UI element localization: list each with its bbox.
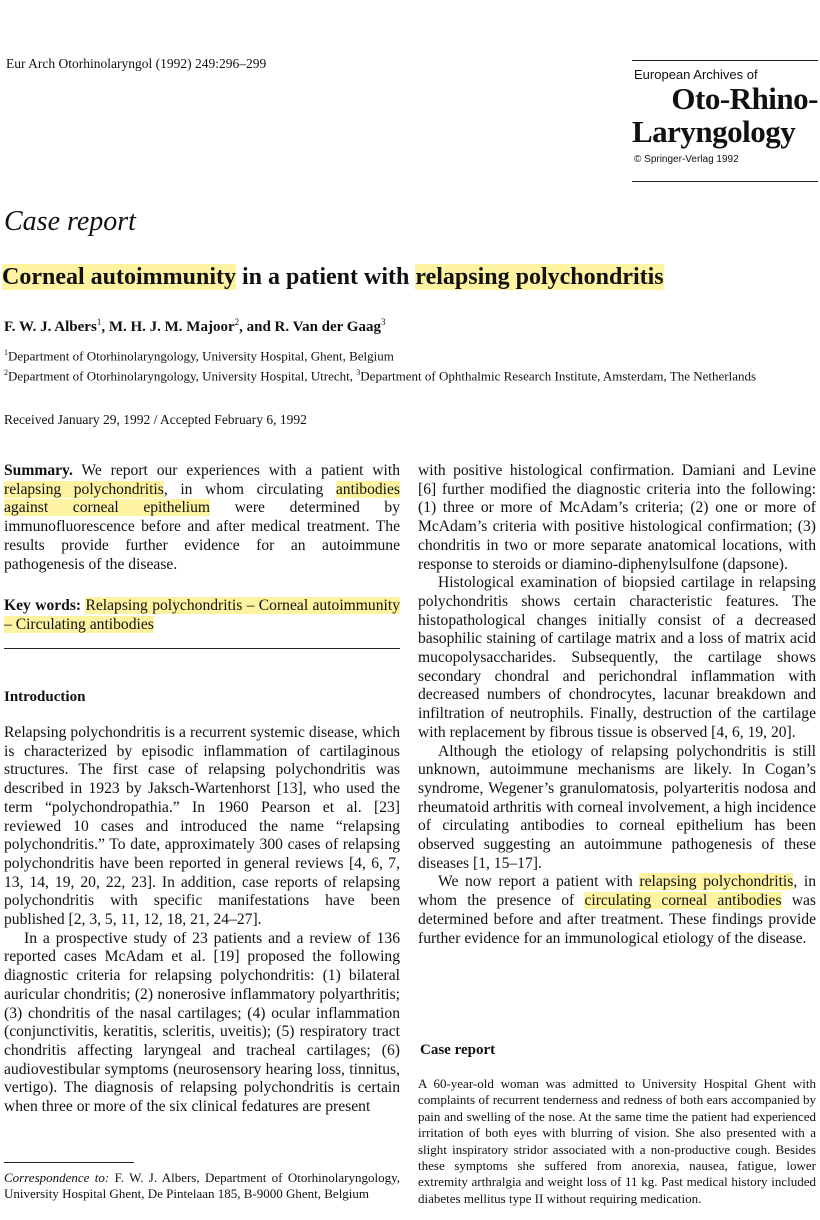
title-text: in a patient with (236, 264, 416, 290)
affiliations (4, 345, 764, 385)
affiliation-mark: 1 (4, 348, 8, 357)
affiliation-2-3 (4, 365, 764, 385)
footnote-divider (4, 1162, 134, 1163)
paragraph-text: was determined before and after treatment. These findings provide further evidence for an immunological etiology of the disease. (418, 892, 820, 947)
keywords-label: Key words: (4, 597, 82, 614)
affiliation-text: Department of Ophthalmic Research Institute, Amsterdam, The Netherlands (360, 368, 757, 384)
correspondence-text: F. W. J. Albers, Department of Otorhinolaryngology, University Hospital Ghent, De Pintelaan 185, B-9000 Ghent, Belgium (4, 1170, 404, 1201)
summary-paragraph (4, 462, 404, 574)
right-paragraph-3: Although the etiology of relapsing polychondritis is still unknown, autoimmune mechanisms are likely. In Cogan’s syndrome, Wegener’s granulomatosis, polyarteritis nodosa and rheumatoid arthritis with corneal involvement, a high incidence of circulating antibodies to corneal epithelium has been observed suggesting an autoimmune pathogenesis of these diseases [1, 15–17]. (418, 742, 816, 872)
received-accepted-dates: Received January 29, 1992 / Accepted February 6, 1992 (4, 412, 307, 427)
journal-name-prefix: European Archives of (634, 67, 758, 82)
journal-citation: Eur Arch Otorhinolaryngol (1992) 249:296–299 (6, 56, 267, 71)
summary-highlight: relapsing polychondritis (4, 480, 164, 498)
journal-name-line2: Laryngology (632, 114, 796, 149)
affiliation-1 (4, 345, 764, 365)
summary-text: were determined by immunofluorescence before and after medical treatment. The results provide further evidence for an autoimmune pathogenesis of the disease. (4, 499, 404, 573)
correspondence-label: Correspondence to: (4, 1170, 110, 1185)
right-paragraph-2: Histological examination of biopsied cartilage in relapsing polychondritis shows certain characteristic features. The histopathological changes initially consist of a decreased basophilic staining of cartilage matrix and a loss of matrix acid mucopolysaccharides. Subsequently, the cartilage shows secondary chondral and perichondral inflammation with decreased numbers of chondrocytes, lacunar breakdown and infiltration of neutrophils. Finally, destruction of the cartilage with replacement by fibrous tissue is observed [4, 6, 19, 20]. (418, 574, 816, 741)
correspondence-footnote (4, 1170, 404, 1202)
author-name: R. Van der Gaag (274, 319, 381, 335)
case-report-heading: Case report (420, 1042, 496, 1058)
paragraph-text: , in whom the presence of (418, 873, 820, 910)
journal-logo-box (632, 60, 818, 182)
summary-label: Summary. (4, 462, 73, 479)
author-name: F. W. J. Albers (4, 319, 97, 335)
section-divider (4, 648, 400, 649)
article-title (2, 264, 664, 291)
affiliation-text: Department of Otorhinolaryngology, University Hospital, Utrecht, (8, 368, 357, 384)
keywords-paragraph (4, 597, 400, 634)
intro-paragraph-2: In a prospective study of 23 patients and a review of 136 reported cases McAdam et al. [19] proposed the following diagnostic criteria for relapsing polychondritis: (1) bilateral auricular chondritis; (2) nonerosive inflammatory polyarthritis; (3) chondritis of the nasal cartilages; (4) ocular inflammation (conjunctivitis, keratitis, scleritis, uveitis); (5) respiratory tract chondritis affecting laryngeal and tracheal cartilages; (6) audiovestibular symptoms (neurosensory hearing loss, tinnitus, vertigo). The diagnosis of relapsing polychondritis is certain when three or more of the six clinical fedatures are present (4, 929, 400, 1116)
affiliation-mark: 2 (4, 367, 8, 377)
summary-highlight: antibodies against corneal epithelium (4, 480, 400, 517)
paragraph-text: We now report a patient with (438, 873, 640, 891)
paragraph-highlight: relapsing polychondritis (639, 873, 794, 891)
paragraph-highlight: circulating corneal antibodies (584, 892, 782, 910)
summary-text: We report our experiences with a patient with (72, 462, 404, 479)
journal-name-line1: Oto-Rhino- (671, 81, 818, 116)
journal-copyright: © Springer-Verlag 1992 (634, 154, 739, 165)
affiliation-mark: 3 (356, 367, 361, 377)
right-column-body (418, 462, 820, 948)
author-separator: , (101, 319, 109, 335)
title-highlight: relapsing polychondritis (415, 264, 664, 290)
introduction-heading: Introduction (4, 689, 86, 705)
keywords-highlight: Relapsing polychondritis – Corneal autoimmunity – Circulating antibodies (4, 597, 400, 633)
author-affiliation-mark: 3 (380, 317, 386, 327)
author-list (4, 317, 385, 336)
title-highlight: Corneal autoimmunity (2, 264, 236, 290)
introduction-body (4, 724, 400, 1117)
affiliation-text: Department of Otorhinolaryngology, University Hospital, Ghent, Belgium (8, 348, 394, 364)
right-paragraph-4 (418, 873, 820, 948)
author-affiliation-mark: 2 (234, 317, 240, 327)
right-paragraph-1: with positive histological confirmation. Damiani and Levine [6] further modified the diagnostic criteria into the following: (1) three or more of McAdam’s criteria; (2) one or more of McAdam’s criteria with positive histological confirmation; (3) chondritis in two or more separate anatomical locations, with response to steroids or diamino-diphenylsulfone (dapsone). (418, 462, 816, 573)
article-section-label: Case report (4, 206, 136, 237)
author-name: M. H. J. M. Majoor (108, 319, 235, 335)
summary-text: , in whom circulating (163, 480, 336, 498)
case-report-body: A 60-year-old woman was admitted to University Hospital Ghent with complaints of recurrent tenderness and redness of both ears accompanied by pain and swelling of the nose. At the same time the patient had experienced irritation of both eyes with blurring of vision. She also presented with a slight inspiratory stridor associated with a non-productive cough. Besides these symptoms she suffered from anorexia, nausea, fatigue, lower extremity arthralgia and weight loss of 11 kg. Past medical history included diabetes mellitus type II without requiring medication. (418, 1076, 816, 1206)
author-separator: , and (239, 319, 275, 335)
author-affiliation-mark: 1 (96, 317, 102, 327)
intro-paragraph-1: Relapsing polychondritis is a recurrent systemic disease, which is characterized by episodic inflammation of cartilaginous structures. The first case of relapsing polychondritis was described in 1923 by Jaksch-Wartenhorst [13], who used the term “polychondropathia.” In 1960 Pearson et al. [23] reviewed 10 cases and introduced the name “relapsing polychondritis.” To date, approximately 300 cases of relapsing polychondritis have been reported in general reviews [4, 6, 7, 13, 14, 19, 20, 22, 23]. In addition, case reports of relapsing polychondritis with specific manifestations have been published [2, 3, 5, 11, 12, 18, 21, 24–27]. (4, 724, 400, 929)
